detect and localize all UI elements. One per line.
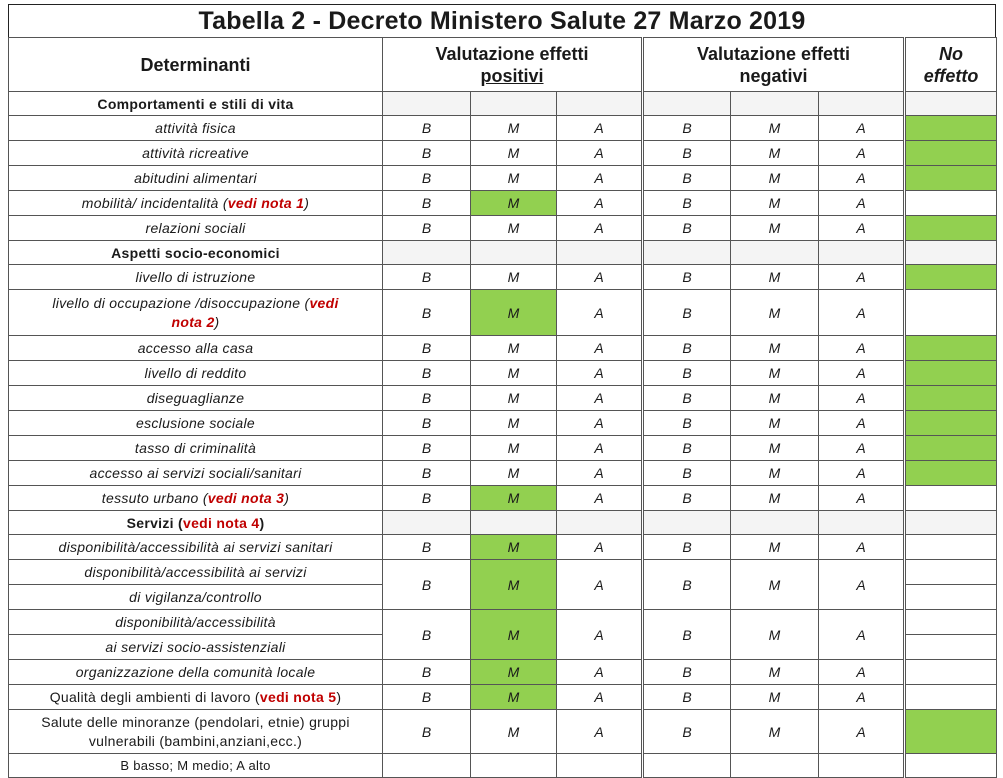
cell-neg-b: B [643, 336, 731, 361]
table-row [9, 191, 997, 216]
cell-neg-m: M [731, 436, 819, 461]
cell-neg-a: A [819, 116, 905, 141]
header-determinanti: Determinanti [9, 38, 383, 92]
note-link[interactable]: vedi nota 3 [207, 490, 285, 506]
table-row [9, 610, 997, 635]
cell-neg-b: B [643, 710, 731, 754]
header-row [9, 38, 997, 92]
row-label: organizzazione della comunità locale [9, 660, 383, 685]
cell-no-effetto [905, 685, 997, 710]
table-row [9, 336, 997, 361]
table-row [9, 141, 997, 166]
cell-pos-m: M [471, 610, 557, 660]
cell-pos-a: A [557, 660, 643, 685]
cell-neg-a: A [819, 216, 905, 241]
cell-pos-m: M [471, 216, 557, 241]
category-comportamenti: Comportamenti e stili di vita [9, 92, 383, 116]
row-text: mobilità/ incidentalità [81, 195, 219, 211]
cell-neg-b: B [643, 660, 731, 685]
cell-neg-b: B [643, 290, 731, 336]
header-negativi [643, 38, 905, 92]
cell-pos-b: B [383, 685, 471, 710]
category-servizi: Servizi (vedi nota 4) [9, 511, 383, 535]
cell-pos-m: M [471, 141, 557, 166]
cell-pos-a: A [557, 336, 643, 361]
note-link[interactable]: nota 2 [171, 313, 215, 330]
cell-neg-a: A [819, 685, 905, 710]
cell-neg-b: B [643, 361, 731, 386]
table-row [9, 411, 997, 436]
row-label: ai servizi socio-assistenziali [9, 635, 383, 660]
cell-pos-m: M [471, 411, 557, 436]
cell-pos-m: M [471, 486, 557, 511]
cell-neg-m: M [731, 610, 819, 660]
row-label: disponibilità/accessibilità ai servizi [9, 560, 383, 585]
cell-pos-a: A [557, 685, 643, 710]
cell-pos-m: M [471, 166, 557, 191]
cell-pos-a: A [557, 461, 643, 486]
cell-no-effetto [905, 116, 997, 141]
legend-row [9, 754, 997, 778]
cell-no-effetto [905, 635, 997, 660]
row-label: livello di istruzione [9, 265, 383, 290]
row-label: tasso di criminalità [9, 436, 383, 461]
cell-pos-b: B [383, 216, 471, 241]
cell-no-effetto [905, 610, 997, 635]
cell-pos-b: B [383, 710, 471, 754]
table-row [9, 361, 997, 386]
cell-neg-m: M [731, 386, 819, 411]
table-row [9, 461, 997, 486]
cell-neg-m: M [731, 336, 819, 361]
header-negativi-line2: negativi [739, 65, 808, 86]
header-no-line1: No [939, 43, 964, 64]
cell-neg-a: A [819, 461, 905, 486]
cell-neg-m: M [731, 535, 819, 560]
cell-neg-b: B [643, 685, 731, 710]
row-label: attività ricreative [9, 141, 383, 166]
cell-pos-b: B [383, 386, 471, 411]
cell-no-effetto [905, 361, 997, 386]
table-row [9, 685, 997, 710]
cell-neg-b: B [643, 461, 731, 486]
cell-pos-b: B [383, 610, 471, 660]
cell-neg-m: M [731, 411, 819, 436]
cell-no-effetto [905, 585, 997, 610]
header-no-line2: effetto [923, 65, 979, 86]
cell-neg-b: B [643, 560, 731, 610]
cell-neg-m: M [731, 290, 819, 336]
cell-pos-m: M [471, 386, 557, 411]
cell-neg-a: A [819, 265, 905, 290]
cell-pos-a: A [557, 436, 643, 461]
cell-pos-b: B [383, 336, 471, 361]
cell-no-effetto [905, 216, 997, 241]
cell-no-effetto [905, 411, 997, 436]
cell-pos-m: M [471, 560, 557, 610]
cell-pos-a: A [557, 610, 643, 660]
table-row [9, 535, 997, 560]
cell-neg-b: B [643, 386, 731, 411]
cell-pos-b: B [383, 411, 471, 436]
header-positivi-line2: positivi [480, 65, 544, 86]
cell-pos-a: A [557, 166, 643, 191]
row-text: tessuto urbano [101, 490, 199, 506]
cell-pos-b: B [383, 361, 471, 386]
header-positivi-line1: Valutazione effetti [435, 43, 589, 64]
cell-pos-a: A [557, 386, 643, 411]
category-socio: Aspetti socio-economici [9, 241, 383, 265]
row-label: accesso ai servizi sociali/sanitari [9, 461, 383, 486]
cell-neg-m: M [731, 560, 819, 610]
row-label: mobilità/ incidentalità (vedi nota 1) [9, 191, 383, 216]
row-label: abitudini alimentari [9, 166, 383, 191]
cell-neg-a: A [819, 660, 905, 685]
table-row [9, 386, 997, 411]
cell-neg-m: M [731, 216, 819, 241]
cell-pos-m: M [471, 660, 557, 685]
cell-pos-a: A [557, 560, 643, 610]
note-link[interactable]: vedi nota 5 [259, 689, 337, 705]
cell-pos-a: A [557, 216, 643, 241]
cell-neg-m: M [731, 166, 819, 191]
cell-neg-b: B [643, 411, 731, 436]
cell-neg-b: B [643, 141, 731, 166]
cell-pos-b: B [383, 461, 471, 486]
cell-neg-a: A [819, 560, 905, 610]
note-link[interactable]: vedi [309, 294, 339, 311]
cell-pos-a: A [557, 191, 643, 216]
table-row [9, 560, 997, 585]
category-row [9, 92, 997, 116]
cell-pos-m: M [471, 336, 557, 361]
cell-pos-m: M [471, 361, 557, 386]
cell-neg-b: B [643, 436, 731, 461]
cell-neg-m: M [731, 191, 819, 216]
cell-pos-m: M [471, 710, 557, 754]
cell-no-effetto [905, 710, 997, 754]
cell-pos-a: A [557, 116, 643, 141]
note-link[interactable]: vedi nota 4 [183, 514, 260, 531]
table-row [9, 116, 997, 141]
cell-pos-b: B [383, 660, 471, 685]
cell-pos-b: B [383, 486, 471, 511]
cell-neg-m: M [731, 361, 819, 386]
cell-neg-a: A [819, 436, 905, 461]
cell-pos-m: M [471, 436, 557, 461]
cell-neg-a: A [819, 386, 905, 411]
cell-pos-m: M [471, 116, 557, 141]
determinants-table [8, 37, 997, 778]
category-text: Servizi [126, 514, 174, 531]
row-label: di vigilanza/controllo [9, 585, 383, 610]
cell-neg-a: A [819, 361, 905, 386]
table-row [9, 290, 997, 336]
table-title: Tabella 2 - Decreto Ministero Salute 27 Marzo 2019 [8, 4, 996, 37]
cell-neg-b: B [643, 486, 731, 511]
cell-neg-b: B [643, 166, 731, 191]
cell-no-effetto [905, 486, 997, 511]
cell-neg-a: A [819, 710, 905, 754]
table-row [9, 660, 997, 685]
cell-neg-a: A [819, 166, 905, 191]
cell-pos-a: A [557, 710, 643, 754]
row-label: diseguaglianze [9, 386, 383, 411]
cell-pos-b: B [383, 436, 471, 461]
cell-pos-a: A [557, 486, 643, 511]
cell-neg-a: A [819, 336, 905, 361]
cell-pos-a: A [557, 535, 643, 560]
cell-neg-a: A [819, 191, 905, 216]
cell-no-effetto [905, 560, 997, 585]
cell-pos-b: B [383, 535, 471, 560]
cell-neg-a: A [819, 141, 905, 166]
cell-pos-b: B [383, 141, 471, 166]
row-label: accesso alla casa [9, 336, 383, 361]
cell-no-effetto [905, 166, 997, 191]
category-row [9, 511, 997, 535]
cell-pos-a: A [557, 141, 643, 166]
cell-neg-a: A [819, 610, 905, 660]
row-label: attività fisica [9, 116, 383, 141]
cell-pos-a: A [557, 361, 643, 386]
note-link[interactable]: vedi nota 1 [227, 195, 305, 211]
cell-neg-a: A [819, 411, 905, 436]
header-positivi [383, 38, 643, 92]
row-label: Salute delle minoranze (pendolari, etnie) gruppi vulnerabili (bambini,anziani,ecc.) [9, 710, 383, 754]
cell-pos-a: A [557, 290, 643, 336]
cell-neg-b: B [643, 535, 731, 560]
row-label: relazioni sociali [9, 216, 383, 241]
row-label: Qualità degli ambienti di lavoro (vedi nota 5) [9, 685, 383, 710]
cell-neg-m: M [731, 660, 819, 685]
cell-pos-b: B [383, 116, 471, 141]
cell-neg-m: M [731, 685, 819, 710]
row-label: disponibilità/accessibilità [9, 610, 383, 635]
cell-pos-m: M [471, 535, 557, 560]
cell-neg-m: M [731, 461, 819, 486]
row-label: disponibilità/accessibilità ai servizi sanitari [9, 535, 383, 560]
cell-neg-m: M [731, 265, 819, 290]
cell-pos-m: M [471, 461, 557, 486]
cell-pos-b: B [383, 560, 471, 610]
row-text: Qualità degli ambienti di lavoro [49, 689, 251, 705]
header-negativi-line1: Valutazione effetti [697, 43, 851, 64]
cell-no-effetto [905, 386, 997, 411]
cell-neg-b: B [643, 116, 731, 141]
row-label: esclusione sociale [9, 411, 383, 436]
table-row [9, 486, 997, 511]
row-label: livello di occupazione /disoccupazione (vedi nota 2) [9, 290, 383, 336]
cell-pos-a: A [557, 265, 643, 290]
cell-no-effetto [905, 336, 997, 361]
cell-pos-b: B [383, 265, 471, 290]
cell-no-effetto [905, 535, 997, 560]
cell-pos-a: A [557, 411, 643, 436]
category-row [9, 241, 997, 265]
cell-neg-m: M [731, 486, 819, 511]
cell-neg-m: M [731, 141, 819, 166]
cell-no-effetto [905, 436, 997, 461]
cell-pos-m: M [471, 290, 557, 336]
cell-neg-a: A [819, 535, 905, 560]
cell-no-effetto [905, 141, 997, 166]
cell-pos-b: B [383, 191, 471, 216]
cell-neg-b: B [643, 216, 731, 241]
cell-no-effetto [905, 461, 997, 486]
row-text: livello di occupazione /disoccupazione [52, 294, 301, 311]
cell-no-effetto [905, 290, 997, 336]
table-row [9, 436, 997, 461]
cell-pos-b: B [383, 290, 471, 336]
table-row [9, 166, 997, 191]
cell-pos-b: B [383, 166, 471, 191]
table-row [9, 265, 997, 290]
legend-text: B basso; M medio; A alto [9, 754, 383, 778]
cell-neg-a: A [819, 486, 905, 511]
cell-pos-m: M [471, 685, 557, 710]
row-label: livello di reddito [9, 361, 383, 386]
cell-neg-b: B [643, 265, 731, 290]
row-label: tessuto urbano (vedi nota 3) [9, 486, 383, 511]
cell-neg-m: M [731, 710, 819, 754]
cell-neg-b: B [643, 610, 731, 660]
table-row [9, 710, 997, 754]
header-no-effetto [905, 38, 997, 92]
cell-neg-a: A [819, 290, 905, 336]
cell-pos-m: M [471, 191, 557, 216]
cell-neg-b: B [643, 191, 731, 216]
cell-no-effetto [905, 660, 997, 685]
cell-neg-m: M [731, 116, 819, 141]
cell-no-effetto [905, 265, 997, 290]
table-row [9, 216, 997, 241]
document-sheet [8, 4, 996, 778]
cell-pos-m: M [471, 265, 557, 290]
cell-no-effetto [905, 191, 997, 216]
